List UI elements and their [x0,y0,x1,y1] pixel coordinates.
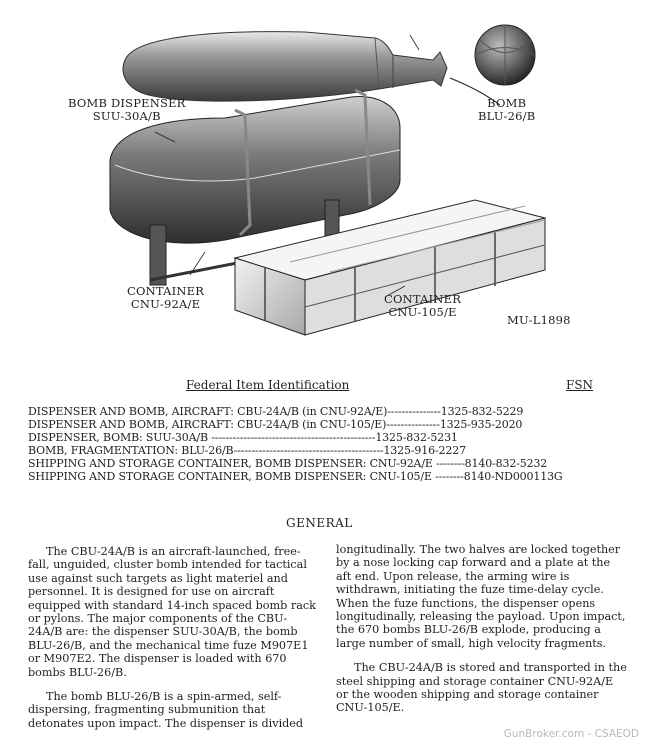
fiid-item: DISPENSER, BOMB: SUU-30A/B ---------------------------------------------- [28,431,376,445]
figure-id: MU-L1898 [507,313,571,327]
fiid-row [28,418,628,431]
general-column-left [28,545,316,741]
general-column-right [336,543,628,726]
fiid-fsn: 1325-916-2227 [383,444,466,458]
fiid-rows [28,405,628,484]
fiid-fsn: 8140-832-5232 [464,457,548,471]
fsn-heading: FSN [566,378,594,392]
paragraph: The CBU-24A/B is an aircraft-launched, free-fall, unguided, cluster bomb intended for tactical use against such targets as light materiel and personnel. It is designed for use on aircraft equipped with standard 14-inch spaced bomb rack or pylons. The major components of the CBU-24A/B are: the dispenser SUU-30A/B, the bomb BLU-26/B, and the mechanical time fuze M907E1 or M907E2. The dispenser is loaded with 670 bombs BLU-26/B. [28,545,316,679]
fiid-row [28,405,628,418]
paragraph: longitudinally. The two halves are locked together by a nose locking cap forward and a plate at the aft end. Upon release, the arming wire is withdrawn, initiating the fuze time-delay cycle. When the fuze functions, the dispenser opens longitudinally, releasing the payload. Upon impact, the 670 bombs BLU-26/B explode, producing a large number of small, high velocity fragments. [336,543,626,650]
fiid-row [28,431,628,444]
fiid-fsn: 8140-ND000113G [463,470,563,484]
label-bomb: BOMB BLU-26/B [478,96,536,123]
fiid-item: SHIPPING AND STORAGE CONTAINER, BOMB DISPENSER: CNU-105/E -------- [28,470,464,484]
fiid-item: SHIPPING AND STORAGE CONTAINER, BOMB DISPENSER: CNU-92A/E -------- [28,457,465,471]
label-container-cnu105: CONTAINER CNU-105/E [384,292,462,319]
fiid-row [28,444,628,457]
fiid-fsn: 1325-935-2020 [439,418,523,432]
fiid-item: DISPENSER AND BOMB, AIRCRAFT: CBU-24A/B (in CNU-105/E)--------------- [28,418,440,432]
paragraph: The bomb BLU-26/B is a spin-armed, self-dispersing, fragmenting submunition that detonates upon impact. The dispenser is divided [28,690,304,730]
fiid-fsn: 1325-832-5231 [375,431,458,445]
fiid-item: DISPENSER AND BOMB, AIRCRAFT: CBU-24A/B (in CNU-92A/E)--------------- [28,405,441,418]
fiid-row [28,457,628,470]
label-container-cnu92: CONTAINER CNU-92A/E [127,284,205,311]
paragraph: The CBU-24A/B is stored and transported in the steel shipping and storage container CNU-92A/E or the wooden shipping and storage container CNU-105/E. [336,661,627,715]
fiid-item: BOMB, FRAGMENTATION: BLU-26/B------------------------------------------ [28,444,384,458]
dispenser-drawing [123,32,447,102]
label-dispenser: BOMB DISPENSER SUU-30A/B [68,96,186,123]
bomblet-drawing [450,25,535,105]
general-heading: GENERAL [286,516,353,530]
fiid-fsn: 1325-832-5229 [440,405,524,418]
fiid-row [28,470,628,483]
watermark: GunBroker.com - CSAEOD [503,728,639,740]
fiid-heading: Federal Item Identification [186,378,350,392]
